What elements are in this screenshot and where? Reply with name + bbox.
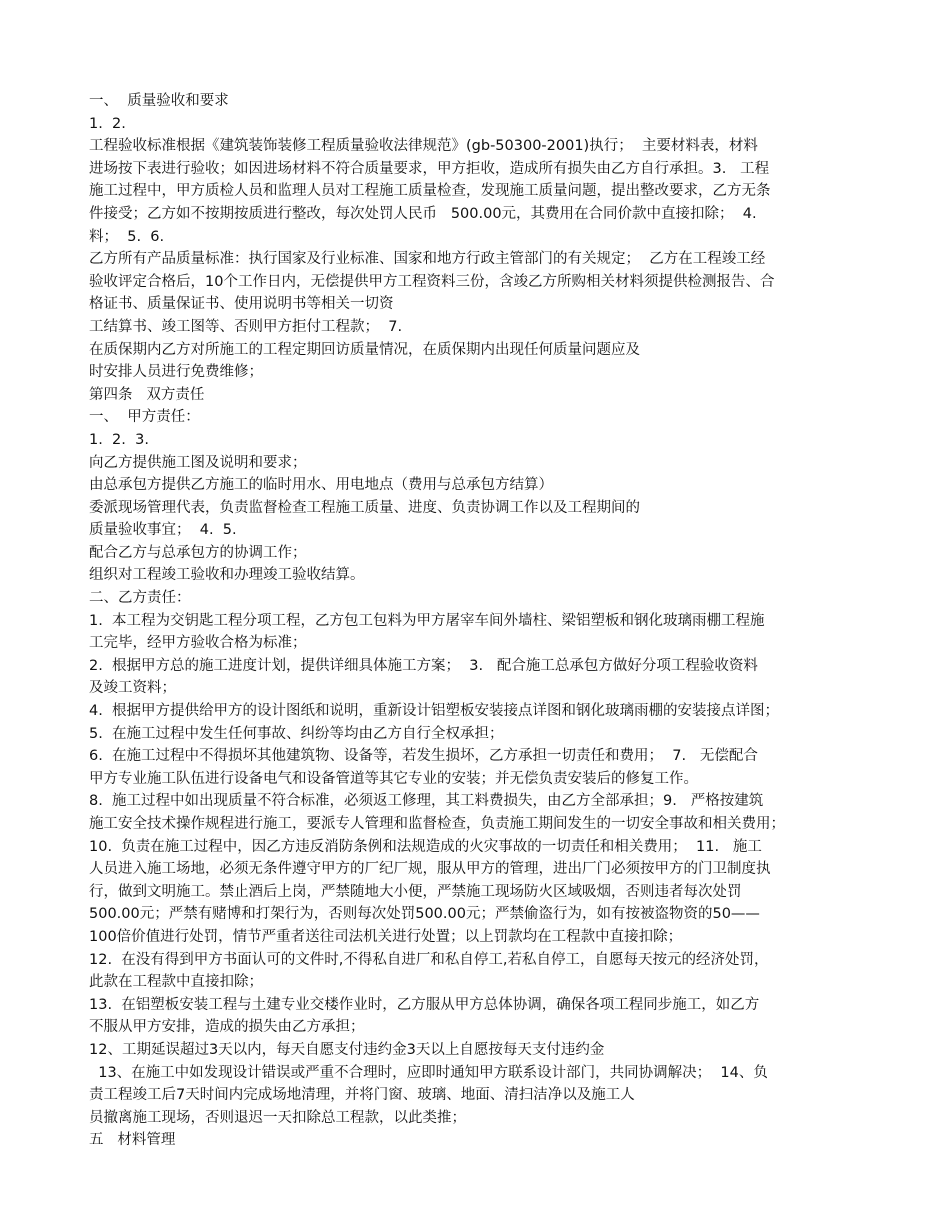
- document-text-line: 5. 在施工过程中发生任何事故、纠纷等均由乙方自行全权承担；: [89, 725, 504, 742]
- document-text-line: 人员进入施工场地，必须无条件遵守甲方的厂纪厂规，服从甲方的管理，进出厂门必须按甲方的门卫制度执: [89, 861, 771, 878]
- document-text-line: 1. 2.: [89, 115, 126, 132]
- document-text-line: 委派现场管理代表，负责监督检查工程施工质量、进度、负责协调工作以及工程期间的: [89, 499, 640, 516]
- document-text-line: 及竣工资料；: [89, 680, 176, 697]
- document-text-line: 100倍价值进行处罚，情节严重者送往司法机关进行处置；以上罚款均在工程款中直接扣除；: [89, 928, 683, 945]
- document-text-line: 乙方所有产品质量标准：执行国家及行业标准、国家和地方行政主管部门的有关规定； 乙方在工程竣工经: [89, 251, 766, 268]
- document-text-line: 质量验收事宜； 4. 5.: [89, 522, 237, 539]
- document-text-line: 进场按下表进行验收；如因进场材料不符合质量要求，甲方拒收，造成所有损失由乙方自行承担。3. 工程: [89, 160, 770, 177]
- document-text-line: 二、乙方责任：: [89, 590, 191, 607]
- document-text-line: 五 材料管理: [89, 1132, 176, 1149]
- document-text-line: 验收评定合格后，10个工作日内，无偿提供甲方工程资料三份，含竣乙方所购相关材料须提供检测报告、合: [89, 273, 775, 290]
- document-text-line: 时安排人员进行免费维修；: [89, 364, 263, 381]
- document-text-line: 配合乙方与总承包方的协调工作；: [89, 544, 307, 561]
- document-text-line: 1. 2. 3.: [89, 431, 149, 448]
- document-text-line: 施工过程中，甲方质检人员和监理人员对工程施工质量检查，发现施工质量问题，提出整改要求，乙方无条: [89, 183, 771, 200]
- document-text-line: 由总承包方提供乙方施工的临时用水、用电地点（费用与总承包方结算）: [89, 477, 553, 494]
- document-text-line: 向乙方提供施工图及说明和要求；: [89, 454, 307, 471]
- document-text-line: 组织对工程竣工验收和办理竣工验收结算。: [89, 567, 365, 584]
- document-text-line: 在质保期内乙方对所施工的工程定期回访质量情况，在质保期内出现任何质量问题应及: [89, 341, 640, 358]
- document-text-line: 8. 施工过程中如出现质量不符合标准，必须返工修理，其工料费损失，由乙方全部承担；9. 严格按建筑: [89, 793, 764, 810]
- document-text-line: 施工安全技术操作规程进行施工，要派专人管理和监督检查，负责施工期间发生的一切安全事故和相关费用；: [89, 816, 785, 832]
- document-text-line: 第四条 双方责任: [89, 386, 205, 403]
- document-text-line: 工完毕，经甲方验收合格为标准；: [89, 635, 307, 652]
- document-text-line: 13、在施工中如发现设计错误或严重不合理时，应即时通知甲方联系设计部门，共同协调解决； 14、负: [89, 1064, 768, 1081]
- document-text-line: 4. 根据甲方提供给甲方的设计图纸和说明，重新设计铝塑板安装接点详图和钢化玻璃雨棚的安装接点详图；: [89, 703, 780, 720]
- document-text-line: 责工程竣工后7天时间内完成场地清理，并将门窗、玻璃、地面、清扫洁净以及施工人: [89, 1087, 635, 1104]
- document-text-line: 工结算书、竣工图等、否则甲方拒付工程款； 7.: [89, 318, 403, 335]
- document-text-line: 1. 本工程为交钥匙工程分项工程，乙方包工包料为甲方屠宰车间外墙柱、梁铝塑板和钢化玻璃雨棚工程施: [89, 612, 765, 629]
- document-text-line: 10. 负责在施工过程中，因乙方违反消防条例和法规造成的火灾事故的一切责任和相关费用； 11. 施工: [89, 838, 762, 855]
- document-text-line: 料； 5. 6.: [89, 228, 165, 245]
- document-text-line: 员撤离施工现场，否则退迟一天扣除总工程款，以此类推；: [89, 1109, 466, 1126]
- document-body: [89, 90, 869, 1152]
- document-text-line: 500.00元；严禁有赌博和打架行为，否则每次处罚500.00元；严禁偷盗行为，如有按被盗物资的50——: [89, 906, 760, 923]
- document-text-line: 不服从甲方安排，造成的损失由乙方承担；: [89, 1019, 365, 1036]
- document-text-line: 一、 甲方责任：: [89, 409, 200, 426]
- document-text-line: 件接受；乙方如不按期按质进行整改，每次处罚人民币 500.00元，其费用在合同价款中直接扣除； 4.: [89, 205, 757, 222]
- document-text-line: 2. 根据甲方总的施工进度计划，提供详细具体施工方案； 3. 配合施工总承包方做好分项工程验收资料: [89, 657, 758, 674]
- document-text-line: 一、 质量验收和要求: [89, 93, 229, 109]
- document-text-line: 甲方专业施工队伍进行设备电气和设备管道等其它专业的安装；并无偿负责安装后的修复工作。: [89, 770, 698, 787]
- document-text-line: 工程验收标准根据《建筑装饰装修工程质量验收法律规范》(gb-50300-2001)执行； 主要材料表，材料: [89, 138, 758, 155]
- document-text-line: 12. 在没有得到甲方书面认可的文件时,不得私自进厂和私自停工,若私自停工，自愿每天按元的经济处罚，: [89, 951, 769, 968]
- document-text-line: 此款在工程款中直接扣除；: [89, 974, 263, 991]
- document-text-line: 格证书、质量保证书、使用说明书等相关一切资: [89, 296, 394, 313]
- document-text-line: 12、工期延误超过3天以内，每天自愿支付违约金3天以上自愿按每天支付违约金: [89, 1041, 605, 1058]
- document-text-line: 6. 在施工过程中不得损坏其他建筑物、设备等，若发生损坏，乙方承担一切责任和费用； 7. 无偿配合: [89, 748, 758, 765]
- document-text-line: 13. 在铝塑板安装工程与土建专业交楼作业时，乙方服从甲方总体协调，确保各项工程同步施工，如乙方: [89, 996, 760, 1013]
- document-text-line: 行，做到文明施工。禁止酒后上岗，严禁随地大小便，严禁施工现场防火区域吸烟，否则违者每次处罚: [89, 883, 742, 900]
